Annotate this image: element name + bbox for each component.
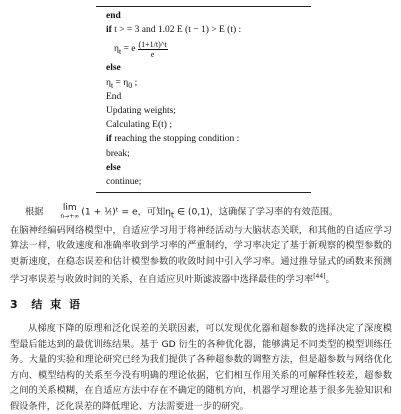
paragraph1-body-text: 在脑神经编码网络模型中，自适应学习用于将神经活动与大脑状态关联，和其他的自适应学习算法一样，收敛速度和准确率收到学习率的严重制约，学习率决定了基于新观察的模型参数的更新速度，在稳态误差和估计模型参数的收敛时间中引入学习率。通过推导显式的函数来预测学习率误差与收敛时间的关系，在自适应贝叶斯滤波器中选择最佳的学习率 <box>10 224 392 286</box>
paragraph-conclusion: 从梯度下降的原理和泛化误差的关联因素，可以发现优化器和超参数的选择决定了深度模型最后能达到的最优训练结果。基于 GD 衍生的各种优化器，能够满足不同类型的模型训练任务。大量的实验和理论研究已经为我们提供了各种超参数的调整方法，但是超参数与网络优化方向、模型结构的关系至今没有明确的理论依据，它们相互作用关系的可解释性较差，超参数之间的关系模糊，在自适应方法中存在不确定的随机方向，机器学习理论基于很多先验知识和假设条件，泛化误差的降低理论、方法需要进一步的研究。 <box>10 323 392 412</box>
eta-subscript: t <box>118 47 122 57</box>
eta-symbol: η <box>114 44 119 55</box>
section-title: 结 束 语 <box>31 298 82 311</box>
eta2-equals: = η <box>113 77 129 88</box>
algo-if2-condition: reaching the stopping condition : <box>111 134 240 145</box>
limit-operator <box>45 204 79 220</box>
section-number: 3 <box>10 298 20 311</box>
eta2-subscript: t <box>110 80 114 90</box>
algo-line-continue: continue; <box>106 176 142 187</box>
algo-line-end: end <box>106 11 121 21</box>
paragraph1-formula-line <box>10 204 392 223</box>
algo-line-break: break; <box>106 148 130 159</box>
citation-ref: [44] <box>313 273 326 281</box>
eta-exponent-fraction <box>138 40 168 59</box>
eta2-symbol: η <box>106 77 111 88</box>
eta-fraction-numerator: (1+1/t)^t <box>138 39 167 49</box>
paragraph1-period: 。 <box>325 274 335 286</box>
algo-line-eta-reset <box>96 76 311 90</box>
paragraph-learning-rate <box>10 204 392 288</box>
algo-line-if <box>96 23 311 37</box>
algo-line-else-2: else <box>106 162 121 173</box>
eta2-subscript-zero: 0 <box>128 80 133 90</box>
eta2-end: ; <box>132 77 138 88</box>
eta-equals-e: = e <box>121 44 136 55</box>
paragraph1-formula-sub: t <box>171 210 175 220</box>
eta-fraction-denominator: e <box>150 49 155 59</box>
algo-line-calculating: Calculating E(t) ; <box>106 120 172 131</box>
algo-line-end-2: End <box>106 91 122 102</box>
section-heading <box>10 296 82 312</box>
algo-line-else: else <box>106 63 121 74</box>
algo-if-condition: t > = 3 and 1.02 E (t − 1) > E (t) : <box>111 25 242 36</box>
algo-if2-keyword: if <box>106 134 112 145</box>
algo-line-eta-update <box>96 37 311 61</box>
algo-if-keyword: if <box>106 25 112 36</box>
paragraph1-body <box>10 223 392 288</box>
limit-label: lim <box>62 203 77 213</box>
paragraph1-formula: (1 + ¹⁄ₜ)ᵗ = e，可知η <box>81 206 172 218</box>
paragraph1-prefix: 根据 <box>25 206 44 218</box>
limit-subscript: n→+∞ <box>60 213 80 220</box>
algorithm-block <box>96 6 311 193</box>
algo-line-if-stop <box>96 132 311 146</box>
paragraph1-formula-rest: ∈ (0,1)，这确保了学习率的有效范围。 <box>174 206 339 218</box>
algo-line-updating: Updating weights; <box>106 105 176 116</box>
